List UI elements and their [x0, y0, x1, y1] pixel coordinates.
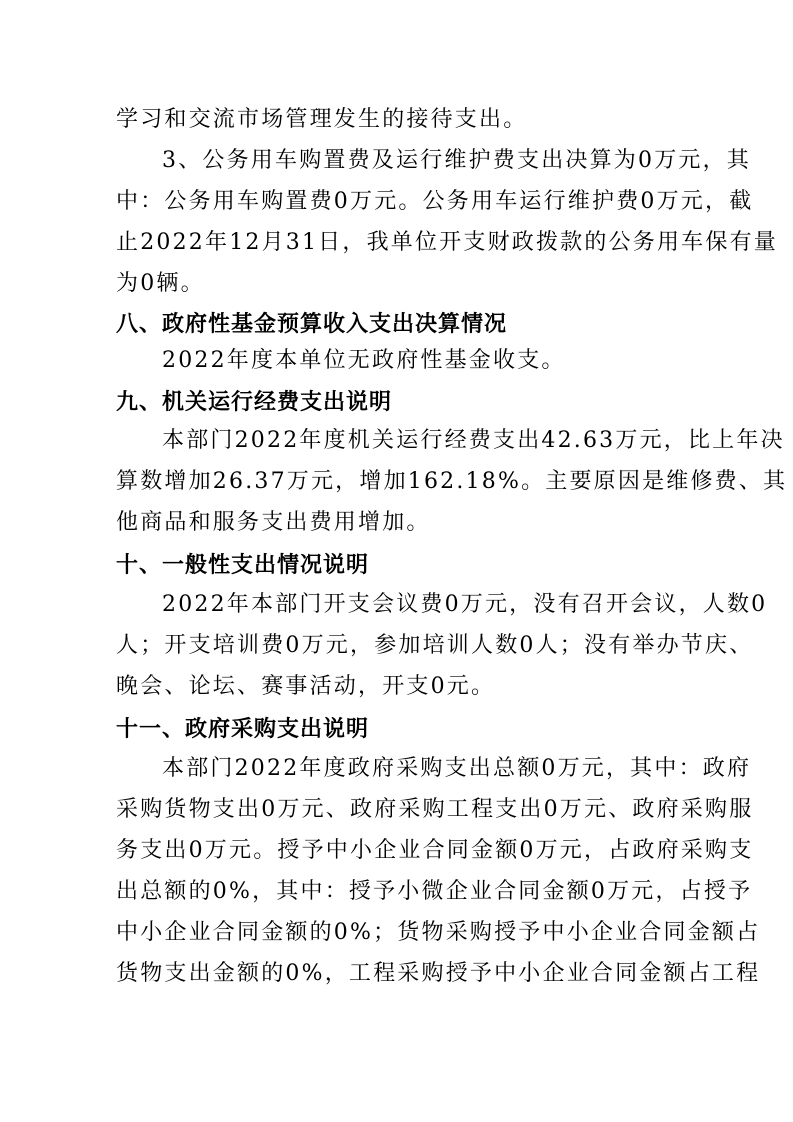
paragraph-line: 为0辆。: [116, 271, 205, 296]
paragraph-line: 本部门2022年度政府采购支出总额0万元，其中：政府: [162, 756, 752, 781]
paragraph-line: 本部门2022年度机关运行经费支出42.63万元，比上年决: [162, 428, 785, 453]
section-heading: 十、一般性支出情况说明: [116, 553, 370, 578]
paragraph-line: 2022年度本单位无政府性基金收支。: [162, 348, 566, 373]
paragraph-line: 货物支出金额的0%，工程采购授予中小企业合同金额占工程: [116, 961, 761, 986]
paragraph-line: 晚会、论坛、赛事活动，开支0元。: [116, 674, 496, 699]
paragraph-line: 人；开支培训费0万元，参加培训人数0人；没有举办节庆、: [116, 633, 754, 658]
paragraph-line: 出总额的0%，其中：授予小微企业合同金额0万元，占授予: [116, 879, 753, 904]
paragraph-line: 2022年本部门开支会议费0万元，没有召开会议，人数0: [162, 592, 768, 617]
paragraph-line: 采购货物支出0万元、政府采购工程支出0万元、政府采购服: [116, 797, 754, 822]
paragraph-line: 务支出0万元。授予中小企业合同金额0万元，占政府采购支: [116, 838, 754, 863]
section-heading: 八、政府性基金预算收入支出决算情况: [116, 312, 508, 337]
section-heading: 十一、政府采购支出说明: [116, 717, 370, 742]
paragraph-line: 他商品和服务支出费用增加。: [116, 510, 431, 535]
section-heading: 九、机关运行经费支出说明: [116, 390, 393, 415]
paragraph-line: 3、公务用车购置费及运行维护费支出决算为0万元，其: [162, 148, 751, 173]
paragraph-line: 算数增加26.37万元，增加162.18%。主要原因是维修费、其: [116, 469, 788, 494]
paragraph-line: 中：公务用车购置费0万元。公务用车运行维护费0万元，截: [116, 189, 754, 214]
paragraph-line: 止2022年12月31日，我单位开支财政拨款的公务用车保有量: [116, 230, 778, 255]
paragraph-line: 学习和交流市场管理发生的接待支出。: [116, 107, 528, 132]
paragraph-line: 中小企业合同金额的0%；货物采购授予中小企业合同金额占: [116, 920, 761, 945]
